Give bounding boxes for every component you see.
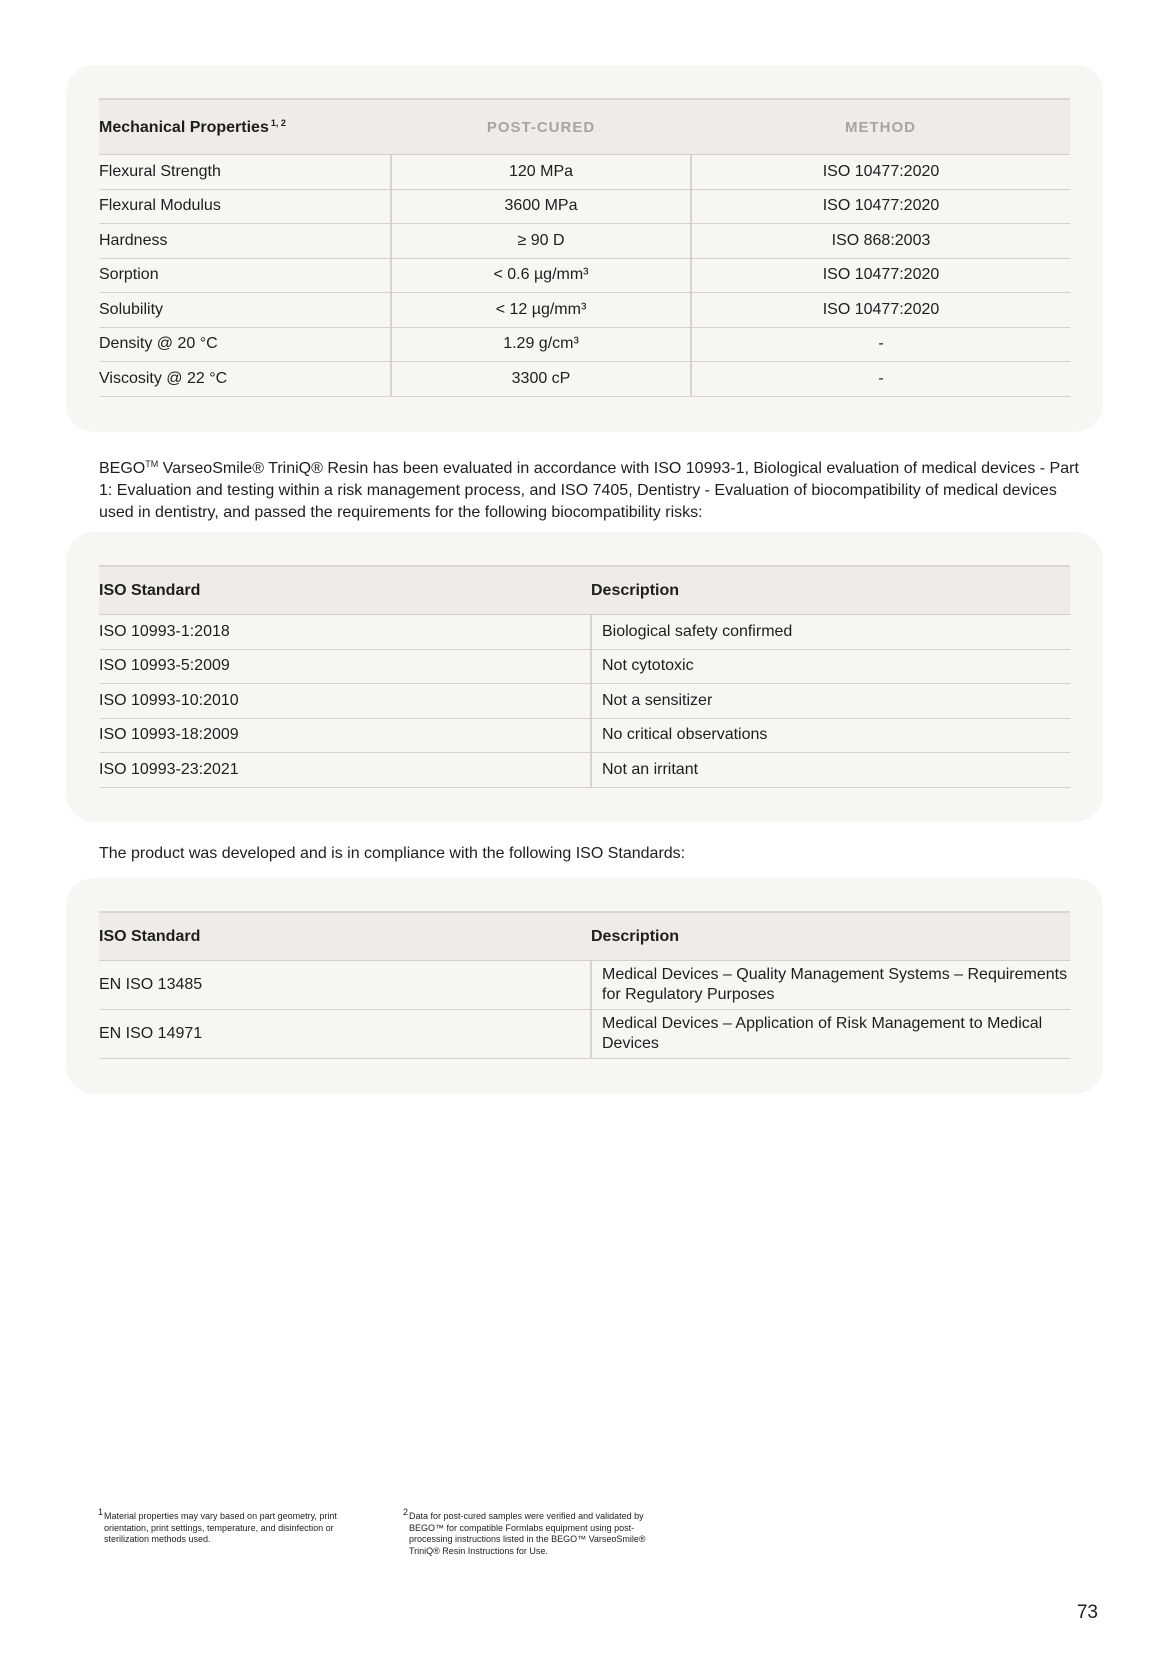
method-cell: ISO 10477:2020 (691, 258, 1070, 293)
table-row (99, 293, 1070, 328)
footnote-2 (403, 1507, 671, 1557)
table-row (99, 961, 1070, 1010)
table-header-row (99, 912, 1070, 961)
mechanical-properties-table (99, 98, 1070, 397)
footnote-text: Data for post-cured samples were verified and validated by BEGO™ for compatible Formlabs equipment using post-processing instructions listed in the BEGO™ VarseoSmile® TriniQ® Resin Instructions for Use. (409, 1511, 646, 1556)
description-column-header: Description (591, 912, 1070, 961)
table-row (99, 615, 1070, 650)
property-cell: Density @ 20 °C (99, 327, 391, 362)
compliance-intro: The product was developed and is in compliance with the following ISO Standards: (99, 845, 686, 862)
property-cell: Solubility (99, 293, 391, 328)
description-cell: Not a sensitizer (591, 684, 1070, 719)
method-cell: ISO 10477:2020 (691, 155, 1070, 190)
table-row (99, 1010, 1070, 1059)
method-cell: - (691, 327, 1070, 362)
iso-standard-cell: EN ISO 13485 (99, 961, 591, 1010)
iso-standard-cell: EN ISO 14971 (99, 1010, 591, 1059)
table-row (99, 718, 1070, 753)
post-cured-value-cell: 120 MPa (391, 155, 691, 190)
iso-compliance-table (99, 911, 1070, 1059)
mechanical-properties-heading: Mechanical Properties $^{1, 2}$ (99, 99, 391, 155)
footnote-1 (98, 1507, 366, 1546)
post-cured-value-cell: < 0.6 µg/mm³ (391, 258, 691, 293)
method-cell: ISO 10477:2020 (691, 293, 1070, 328)
table-row (99, 155, 1070, 190)
post-cured-value-cell: 1.29 g/cm³ (391, 327, 691, 362)
iso-standard-cell: ISO 10993-23:2021 (99, 753, 591, 788)
table-row (99, 224, 1070, 259)
property-cell: Sorption (99, 258, 391, 293)
iso-standard-cell: ISO 10993-18:2009 (99, 718, 591, 753)
table-row (99, 684, 1070, 719)
footnote-refs: 1, 2 (270, 117, 286, 128)
table-row (99, 753, 1070, 788)
iso-compliance-card (66, 878, 1103, 1094)
method-column-header: METHOD (691, 99, 1070, 155)
biocompatibility-table (99, 565, 1070, 788)
method-cell: ISO 10477:2020 (691, 189, 1070, 224)
iso-standard-cell: ISO 10993-10:2010 (99, 684, 591, 719)
table-row (99, 327, 1070, 362)
table-header-row (99, 566, 1070, 615)
table-row (99, 649, 1070, 684)
property-cell: Hardness (99, 224, 391, 259)
property-cell: Flexural Strength (99, 155, 391, 190)
table-row (99, 189, 1070, 224)
iso-standard-column-header: ISO Standard (99, 566, 591, 615)
description-cell: Medical Devices – Application of Risk Management to Medical Devices (591, 1010, 1070, 1059)
post-cured-value-cell: 3300 cP (391, 362, 691, 397)
footnote-number: 2 (403, 1507, 409, 1517)
description-cell: No critical observations (591, 718, 1070, 753)
iso-standard-column-header: ISO Standard (99, 912, 591, 961)
footnote-number: 1 (98, 1507, 104, 1517)
mechanical-properties-card (66, 65, 1103, 432)
method-cell: - (691, 362, 1070, 397)
iso-standard-cell: ISO 10993-1:2018 (99, 615, 591, 650)
post-cured-value-cell: < 12 µg/mm³ (391, 293, 691, 328)
table-header-row (99, 99, 1070, 155)
description-cell: Medical Devices – Quality Management Systems – Requirements for Regulatory Purposes (591, 961, 1070, 1010)
footnote-text: Material properties may vary based on part geometry, print orientation, print settings, temperature, and disinfection or sterilization methods used. (104, 1511, 337, 1544)
iso-standard-cell: ISO 10993-5:2009 (99, 649, 591, 684)
property-cell: Viscosity @ 22 °C (99, 362, 391, 397)
table-row (99, 258, 1070, 293)
post-cured-column-header: POST-CURED (391, 99, 691, 155)
table-row (99, 362, 1070, 397)
biocompatibility-intro: BEGO™ VarseoSmile® TriniQ® Resin has been evaluated in accordance with ISO 10993-1, Biological evaluation of medical devices - Part 1: Evaluation and testing within a risk management process, and ISO 7405, Dentistry - Evaluation of biocompatibility of medical devices used in dentistry, and passed the requirements for the following biocompatibility risks: (99, 459, 1079, 521)
description-column-header: Description (591, 566, 1070, 615)
post-cured-value-cell: 3600 MPa (391, 189, 691, 224)
method-cell: ISO 868:2003 (691, 224, 1070, 259)
page-number: 73 (1076, 1602, 1098, 1623)
description-cell: Not an irritant (591, 753, 1070, 788)
post-cured-value-cell: ≥ 90 D (391, 224, 691, 259)
biocompatibility-card (66, 532, 1103, 822)
description-cell: Not cytotoxic (591, 649, 1070, 684)
description-cell: Biological safety confirmed (591, 615, 1070, 650)
property-cell: Flexural Modulus (99, 189, 391, 224)
